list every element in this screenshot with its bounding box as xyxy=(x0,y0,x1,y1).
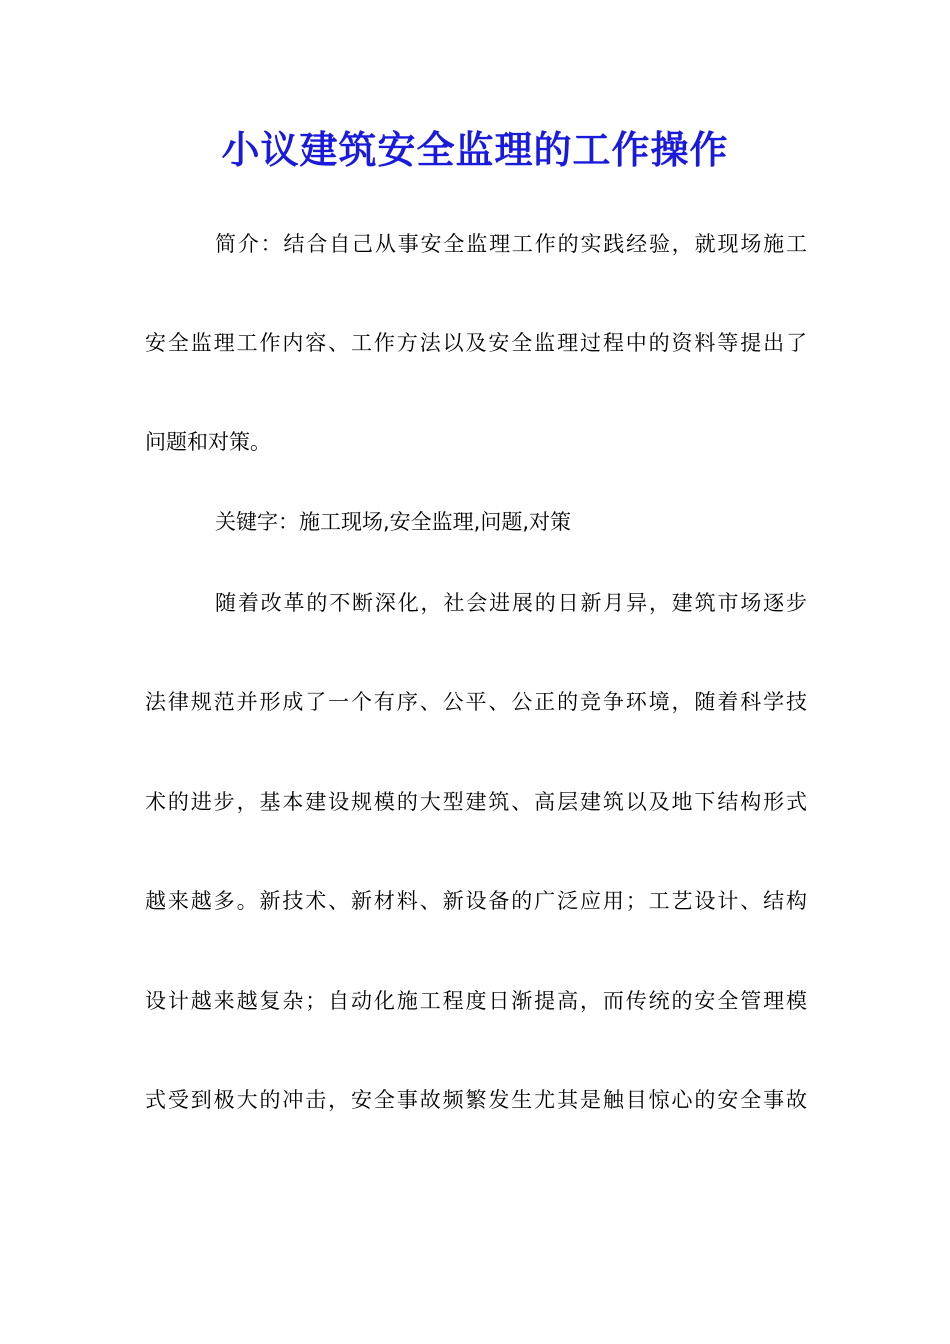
body-line-5: 设计越来越复杂；自动化施工程度日渐提高，而传统的安全管理模 xyxy=(145,989,807,1013)
intro-line-1: 简介：结合自己从事安全监理工作的实践经验，就现场施工 xyxy=(215,232,807,256)
body-line-1: 随着改革的不断深化，社会进展的日新月异，建筑市场逐步 xyxy=(215,591,807,615)
keywords-line: 关键字：施工现场,安全监理,问题,对策 xyxy=(215,510,572,534)
intro-line-2: 安全监理工作内容、工作方法以及安全监理过程中的资料等提出了 xyxy=(145,331,807,355)
document-title: 小议建筑安全监理的工作操作 xyxy=(221,127,729,172)
body-line-6: 式受到极大的冲击，安全事故频繁发生尤其是触目惊心的安全事故 xyxy=(145,1088,807,1112)
intro-line-3: 问题和对策。 xyxy=(145,430,271,454)
body-line-2: 法律规范并形成了一个有序、公平、公正的竞争环境，随着科学技 xyxy=(145,690,807,714)
body-line-3: 术的进步，基本建设规模的大型建筑、高层建筑以及地下结构形式 xyxy=(145,790,807,814)
body-line-4: 越来越多。新技术、新材料、新设备的广泛应用；工艺设计、结构 xyxy=(145,889,807,913)
